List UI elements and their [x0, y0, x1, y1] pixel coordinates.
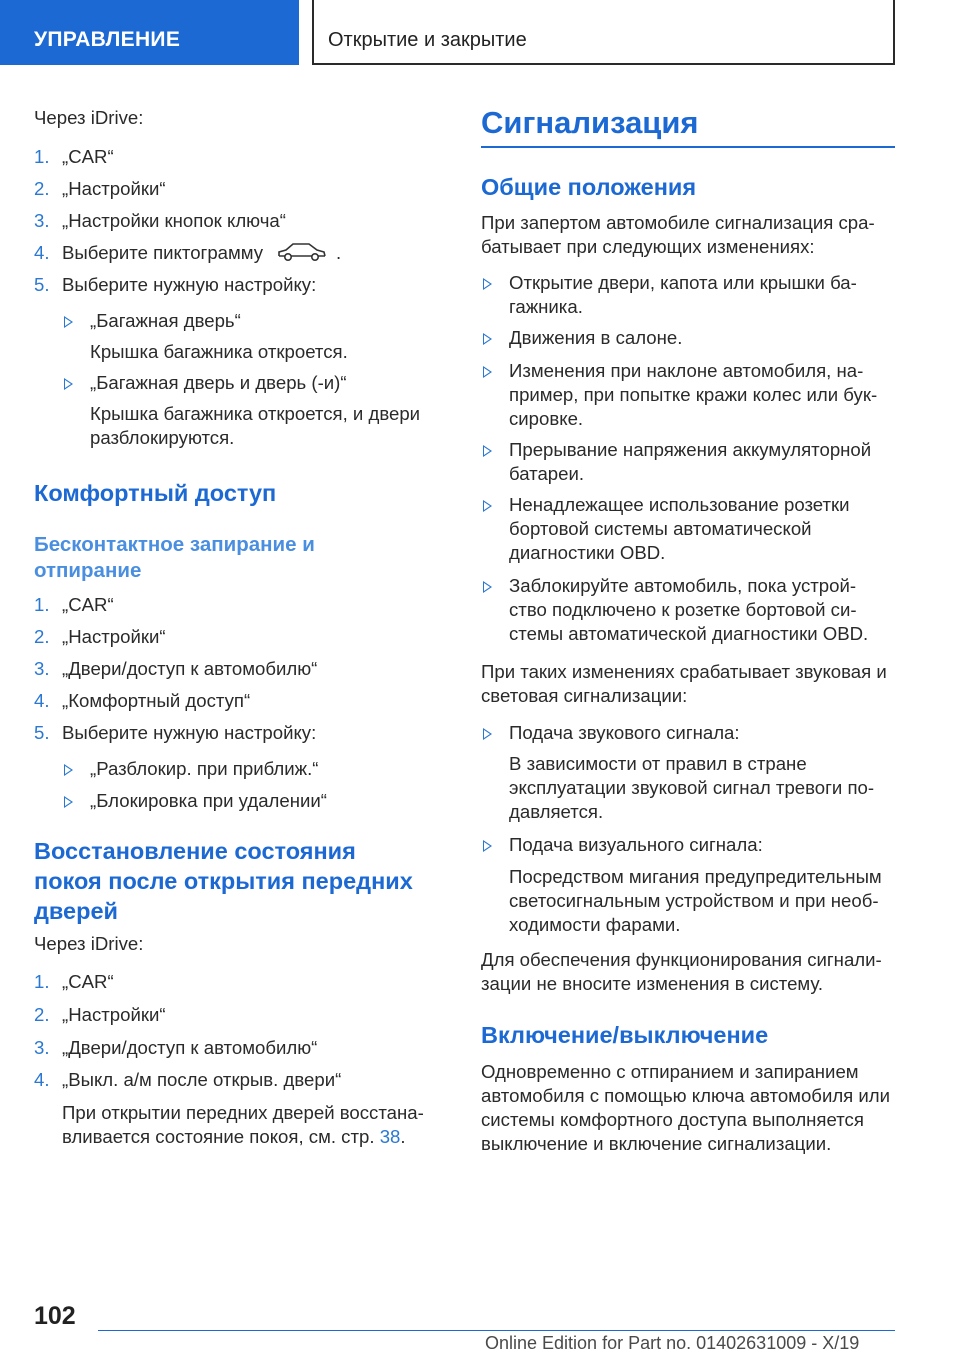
option-label: „Разблокир. при приближ.“ — [90, 758, 319, 779]
section-heading: дверей — [34, 898, 118, 924]
bullet-text: Заблокируйте автомобиль, пока устрой- — [509, 575, 857, 596]
step-text: „Настройки“ — [62, 178, 166, 199]
bullet-text: Прерывание напряжения аккумуляторной — [509, 439, 872, 460]
bullet-text: В зависимости от правил в стране — [509, 753, 807, 774]
bullet-text: Движения в салоне. — [509, 327, 683, 348]
step-number: 3. — [34, 210, 50, 231]
paragraph-line — [62, 1125, 406, 1149]
paragraph-line: зации не вносите изменения в систему. — [481, 973, 824, 994]
paragraph-text: вливается состояние покоя, см. стр. — [62, 1126, 375, 1147]
paragraph-line: Для обеспечения функционирования сигнали- — [481, 949, 882, 970]
bullet-label: Подача звукового сигнала: — [509, 722, 740, 743]
bullet-text: светосигнальным устройством и при необ- — [509, 890, 879, 911]
step-text: Выберите пиктограмму — [62, 242, 264, 263]
step-number: 2. — [34, 626, 50, 647]
paragraph-end: . — [400, 1126, 406, 1147]
heading-rule — [481, 146, 895, 148]
bullet-triangle-icon — [483, 333, 492, 345]
step-number: 4. — [34, 690, 50, 711]
header-section-tab — [0, 0, 299, 65]
step-number: 2. — [34, 178, 50, 199]
bullet-triangle-icon — [64, 764, 73, 776]
step-number: 2. — [34, 1004, 50, 1025]
bullet-text: Посредством мигания предупредительным — [509, 866, 882, 887]
intro-text: Через iDrive: — [34, 933, 144, 954]
bullet-triangle-icon — [483, 500, 492, 512]
page-reference-link[interactable]: 38 — [379, 1126, 401, 1147]
step-text: „Комфортный доступ“ — [62, 690, 251, 711]
bullet-triangle-icon — [64, 796, 73, 808]
footer-edition-text: Online Edition for Part no. 01402631009 - X/19 — [485, 1333, 860, 1353]
paragraph-line: батывает при следующих изменениях: — [481, 236, 815, 257]
step-text: „Настройки кнопок ключа“ — [62, 210, 286, 231]
option-label: „Багажная дверь“ — [90, 310, 241, 331]
step-number: 4. — [34, 242, 50, 263]
footer-rule — [98, 1330, 895, 1331]
paragraph-line: автомобиля с помощью ключа автомобиля или — [481, 1085, 891, 1106]
option-description: Крышка багажника откроется. — [90, 341, 348, 362]
section-heading: Общие положения — [481, 174, 697, 200]
bullet-text: Изменения при наклоне автомобиля, на- — [509, 360, 864, 381]
bullet-text: пример, при попытке кражи колес или бук- — [509, 384, 878, 405]
chapter-heading: Сигнализация — [481, 105, 699, 140]
bullet-triangle-icon — [483, 278, 492, 290]
step-text: „CAR“ — [62, 594, 114, 615]
bullet-text: сировке. — [509, 408, 584, 429]
paragraph-line: системы комфортного доступа выполняется — [481, 1109, 864, 1130]
subsection-heading: отпирание — [34, 559, 142, 582]
bullet-text: гажника. — [509, 296, 583, 317]
header-topic-box — [312, 0, 895, 65]
paragraph-line: При открытии передних дверей восстана- — [62, 1102, 424, 1123]
bullet-text: ходимости фарами. — [509, 914, 681, 935]
step-number: 3. — [34, 1037, 50, 1058]
section-heading: Восстановление состояния — [34, 838, 356, 864]
bullet-text: бортовой системы автоматической — [509, 518, 812, 539]
bullet-triangle-icon — [64, 316, 73, 328]
bullet-triangle-icon — [483, 840, 492, 852]
bullet-text: Открытие двери, капота или крышки ба- — [509, 272, 857, 293]
header-topic-title: Открытие и закрытие — [328, 29, 527, 51]
bullet-triangle-icon — [483, 445, 492, 457]
intro-text: Через iDrive: — [34, 107, 144, 128]
bullet-triangle-icon — [483, 581, 492, 593]
step-text: Выберите нужную настройку: — [62, 274, 317, 295]
paragraph-line: световая сигнализации: — [481, 685, 688, 706]
paragraph-line: При таких изменениях срабатывает звуковая и — [481, 661, 887, 682]
paragraph-line: При запертом автомобиле сигнализация сра- — [481, 212, 875, 233]
bullet-text: диагностики OBD. — [509, 542, 666, 563]
option-description: Крышка багажника откроется, и двери — [90, 403, 421, 424]
option-description: разблокируются. — [90, 427, 235, 448]
bullet-text: давляется. — [509, 801, 604, 822]
step-text: „Настройки“ — [62, 626, 166, 647]
section-heading: покоя после открытия передних — [34, 868, 413, 894]
subsection-heading: Бесконтактное запирание и — [34, 533, 315, 556]
bullet-text: эксплуатации звуковой сигнал тревоги по- — [509, 777, 875, 798]
bullet-text: Ненадлежащее использование розетки — [509, 494, 850, 515]
section-heading: Комфортный доступ — [34, 480, 277, 506]
option-label: „Блокировка при удалении“ — [90, 790, 327, 811]
step-number: 1. — [34, 146, 50, 167]
option-label: „Багажная дверь и дверь (-и)“ — [90, 372, 347, 393]
car-icon — [276, 241, 328, 263]
step-text: „CAR“ — [62, 146, 114, 167]
bullet-triangle-icon — [483, 728, 492, 740]
step-text: „CAR“ — [62, 971, 114, 992]
page-number: 102 — [34, 1302, 76, 1330]
step-text: „Двери/доступ к автомобилю“ — [62, 658, 318, 679]
bullet-text: батареи. — [509, 463, 585, 484]
paragraph-line: Одновременно с отпиранием и запиранием — [481, 1061, 859, 1082]
step-text: „Настройки“ — [62, 1004, 166, 1025]
bullet-text: ство подключено к розетке бортовой си- — [509, 599, 857, 620]
step-text: „Выкл. а/м после открыв. двери“ — [62, 1069, 342, 1090]
section-heading: Включение/выключение — [481, 1022, 769, 1048]
step-number: 5. — [34, 274, 50, 295]
step-number: 5. — [34, 722, 50, 743]
step-number: 1. — [34, 971, 50, 992]
bullet-text: стемы автоматической диагностики OBD. — [509, 623, 869, 644]
step-text: „Двери/доступ к автомобилю“ — [62, 1037, 318, 1058]
step-number: 1. — [34, 594, 50, 615]
bullet-triangle-icon — [64, 378, 73, 390]
step-text: Выберите нужную настройку: — [62, 722, 317, 743]
bullet-label: Подача визуального сигнала: — [509, 834, 763, 855]
paragraph-line: выключение и включение сигнализации. — [481, 1133, 832, 1154]
bullet-triangle-icon — [483, 366, 492, 378]
step-text-suffix: . — [336, 242, 342, 263]
header-section-title: УПРАВЛЕНИЕ — [34, 28, 181, 51]
step-number: 3. — [34, 658, 50, 679]
step-number: 4. — [34, 1069, 50, 1090]
